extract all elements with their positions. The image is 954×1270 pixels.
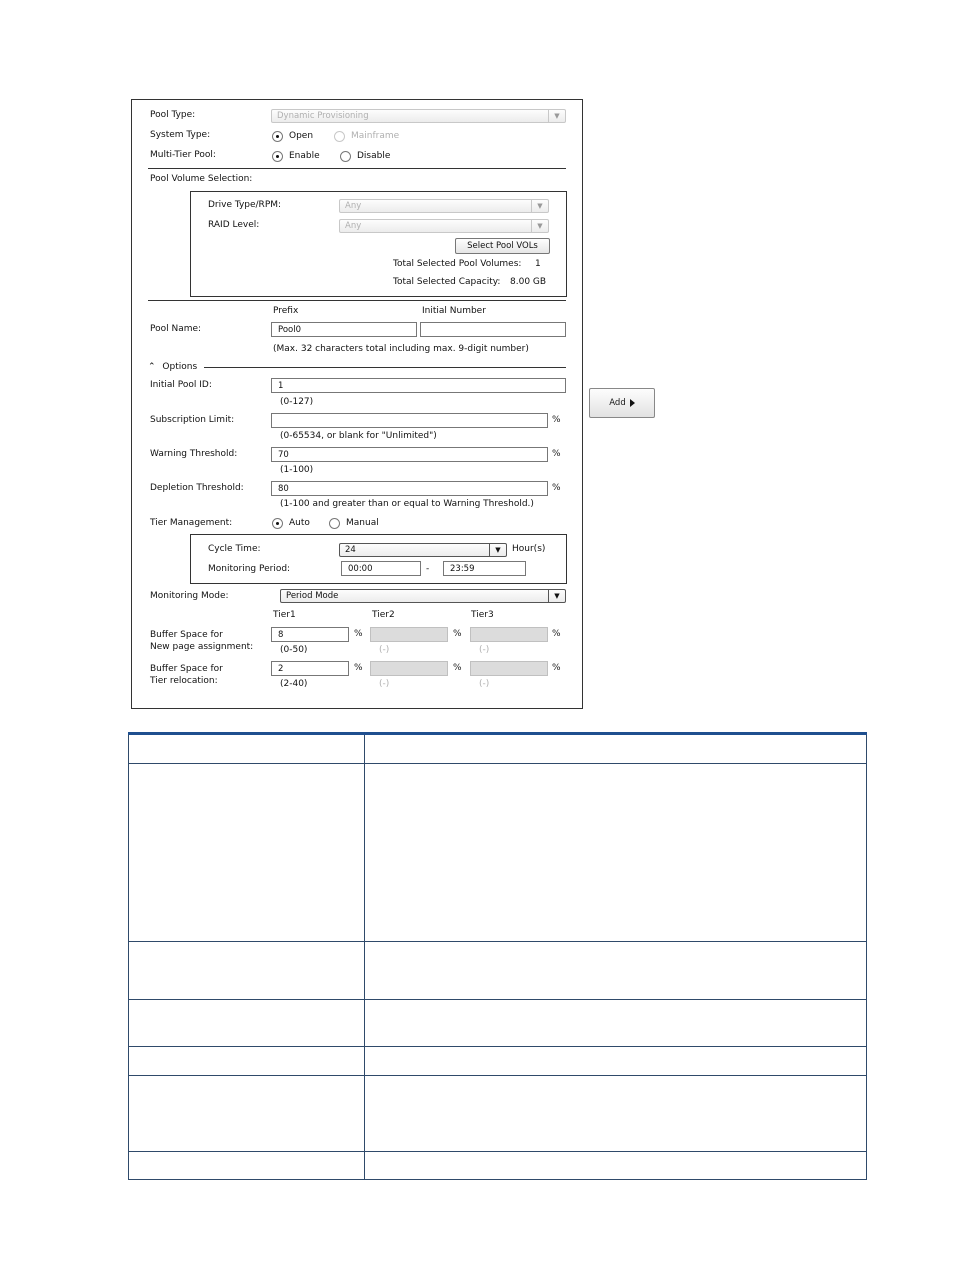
buffer-relocation-tier1-input[interactable]: 2 <box>271 661 349 676</box>
tier-management-auto-label: Auto <box>289 518 310 528</box>
total-capacity-label: Total Selected Capacity: <box>393 277 501 287</box>
create-pool-dialog <box>131 99 583 709</box>
table-cell <box>365 1152 867 1180</box>
table-cell <box>365 764 867 942</box>
buffer-new-page-tier3-input[interactable] <box>470 627 548 642</box>
divider <box>148 300 566 301</box>
depletion-threshold-unit: % <box>552 483 561 493</box>
pool-name-prefix-input[interactable]: Pool0 <box>271 322 417 337</box>
add-button[interactable] <box>589 388 655 418</box>
chevron-down-icon: ▼ <box>531 200 548 212</box>
warning-threshold-hint: (1-100) <box>280 465 314 475</box>
multi-tier-enable-label: Enable <box>289 151 320 161</box>
subscription-limit-unit: % <box>552 415 561 425</box>
pool-name-label: Pool Name: <box>150 324 202 334</box>
chevron-down-icon: ▼ <box>548 590 565 602</box>
buffer-new-page-label-line1: Buffer Space for <box>150 630 223 640</box>
buffer-relocation-label-line1: Buffer Space for <box>150 664 223 674</box>
cycle-time-select[interactable] <box>339 543 507 557</box>
play-arrow-icon <box>630 399 635 407</box>
depletion-threshold-hint: (1-100 and greater than or equal to Warning Threshold.) <box>280 499 534 509</box>
options-toggle[interactable] <box>148 362 197 372</box>
table-header-cell <box>129 734 365 764</box>
tier-management-manual-label: Manual <box>346 518 379 528</box>
cycle-time-unit: Hour(s) <box>512 544 546 554</box>
drive-type-select[interactable] <box>339 199 549 213</box>
buffer-new-page-tier3-unit: % <box>552 629 561 639</box>
system-type-mainframe-radio[interactable] <box>334 131 345 142</box>
multi-tier-enable-radio[interactable] <box>272 151 283 162</box>
pool-name-initial-number-input[interactable] <box>420 322 566 337</box>
initial-pool-id-label: Initial Pool ID: <box>150 380 212 390</box>
buffer-relocation-label <box>150 663 223 687</box>
buffer-new-page-tier1-hint: (0-50) <box>280 645 308 655</box>
cycle-settings-box <box>190 534 567 584</box>
buffer-relocation-tier2-input[interactable] <box>370 661 448 676</box>
raid-level-select[interactable] <box>339 219 549 233</box>
table-row <box>129 764 867 942</box>
buffer-relocation-tier3-input[interactable] <box>470 661 548 676</box>
double-chevron-up-icon: ⌃ <box>148 362 156 372</box>
pool-name-hint: (Max. 32 characters total including max. 9-digit number) <box>273 344 529 354</box>
multi-tier-disable-radio[interactable] <box>340 151 351 162</box>
chevron-down-icon: ▼ <box>531 220 548 232</box>
chevron-down-icon: ▼ <box>548 110 565 122</box>
pool-volume-selection-label: Pool Volume Selection: <box>150 174 253 184</box>
raid-level-value: Any <box>345 221 362 231</box>
subscription-limit-label: Subscription Limit: <box>150 415 235 425</box>
table-row <box>129 1076 867 1152</box>
system-type-open-radio[interactable] <box>272 131 283 142</box>
pool-type-label: Pool Type: <box>150 110 196 120</box>
subscription-limit-hint: (0-65534, or blank for "Unlimited") <box>280 431 437 441</box>
pool-type-select[interactable] <box>271 109 566 123</box>
buffer-new-page-tier2-unit: % <box>453 629 462 639</box>
monitoring-period-label: Monitoring Period: <box>208 564 291 574</box>
cycle-time-label: Cycle Time: <box>208 544 261 554</box>
monitoring-mode-value: Period Mode <box>286 591 339 601</box>
monitoring-period-dash: - <box>426 564 430 574</box>
chevron-down-icon: ▼ <box>489 544 506 556</box>
divider <box>148 168 566 169</box>
buffer-new-page-tier1-input[interactable]: 8 <box>271 627 349 642</box>
warning-threshold-label: Warning Threshold: <box>150 449 238 459</box>
table-cell <box>129 1076 365 1152</box>
table-cell <box>365 942 867 1000</box>
prefix-header: Prefix <box>273 306 299 316</box>
depletion-threshold-input[interactable]: 80 <box>271 481 548 496</box>
cycle-time-value: 24 <box>345 545 356 555</box>
table-row <box>129 1152 867 1180</box>
pool-type-value: Dynamic Provisioning <box>277 111 369 121</box>
table-row <box>129 1000 867 1047</box>
monitoring-period-start-input[interactable]: 00:00 <box>341 561 421 576</box>
multi-tier-disable-label: Disable <box>357 151 391 161</box>
raid-level-label: RAID Level: <box>208 220 260 230</box>
system-type-open-label: Open <box>289 131 314 141</box>
initial-pool-id-hint: (0-127) <box>280 397 314 407</box>
table-cell <box>129 764 365 942</box>
warning-threshold-input[interactable]: 70 <box>271 447 548 462</box>
buffer-relocation-tier2-unit: % <box>453 663 462 673</box>
total-volumes-value: 1 <box>535 259 541 269</box>
buffer-relocation-tier2-hint: (-) <box>379 679 390 689</box>
initial-number-header: Initial Number <box>422 306 486 316</box>
buffer-relocation-tier1-unit: % <box>354 663 363 673</box>
divider <box>204 367 566 368</box>
system-type-mainframe-label: Mainframe <box>351 131 400 141</box>
monitoring-mode-select[interactable] <box>280 589 566 603</box>
table-cell <box>365 1076 867 1152</box>
tier-management-manual-radio[interactable] <box>329 518 340 529</box>
table-row <box>129 1047 867 1076</box>
table-cell <box>129 1152 365 1180</box>
table-cell <box>129 1000 365 1047</box>
system-type-label: System Type: <box>150 130 211 140</box>
tier-management-label: Tier Management: <box>150 518 233 528</box>
subscription-limit-input[interactable] <box>271 413 548 428</box>
table-cell <box>129 1047 365 1076</box>
drive-type-value: Any <box>345 201 362 211</box>
buffer-relocation-label-line2: Tier relocation: <box>150 676 218 686</box>
buffer-relocation-tier3-hint: (-) <box>479 679 490 689</box>
description-table <box>128 732 867 1180</box>
warning-threshold-unit: % <box>552 449 561 459</box>
table-row <box>129 942 867 1000</box>
multi-tier-pool-label: Multi-Tier Pool: <box>150 150 216 160</box>
buffer-new-page-label-line2: New page assignment: <box>150 642 254 652</box>
buffer-relocation-tier1-hint: (2-40) <box>280 679 308 689</box>
table-cell <box>365 1000 867 1047</box>
table-cell <box>365 1047 867 1076</box>
buffer-new-page-tier1-unit: % <box>354 629 363 639</box>
tier-management-auto-radio[interactable] <box>272 518 283 529</box>
table-header-row <box>129 734 867 764</box>
tier3-header: Tier3 <box>471 610 494 620</box>
options-label: Options <box>162 362 198 372</box>
tier2-header: Tier2 <box>372 610 395 620</box>
tier1-header: Tier1 <box>273 610 296 620</box>
table-cell <box>129 942 365 1000</box>
buffer-new-page-tier2-input[interactable] <box>370 627 448 642</box>
add-button-label: Add <box>609 398 626 408</box>
select-pool-vols-button[interactable]: Select Pool VOLs <box>455 238 550 254</box>
total-volumes-label: Total Selected Pool Volumes: <box>393 259 522 269</box>
monitoring-mode-label: Monitoring Mode: <box>150 591 229 601</box>
buffer-new-page-label <box>150 629 253 653</box>
monitoring-period-end-input[interactable]: 23:59 <box>443 561 526 576</box>
buffer-relocation-tier3-unit: % <box>552 663 561 673</box>
pool-volume-selection-box <box>190 191 567 297</box>
buffer-new-page-tier2-hint: (-) <box>379 645 390 655</box>
total-capacity-value: 8.00 GB <box>510 277 547 287</box>
initial-pool-id-input[interactable]: 1 <box>271 378 566 393</box>
drive-type-label: Drive Type/RPM: <box>208 200 282 210</box>
table-header-cell <box>365 734 867 764</box>
depletion-threshold-label: Depletion Threshold: <box>150 483 244 493</box>
buffer-new-page-tier3-hint: (-) <box>479 645 490 655</box>
